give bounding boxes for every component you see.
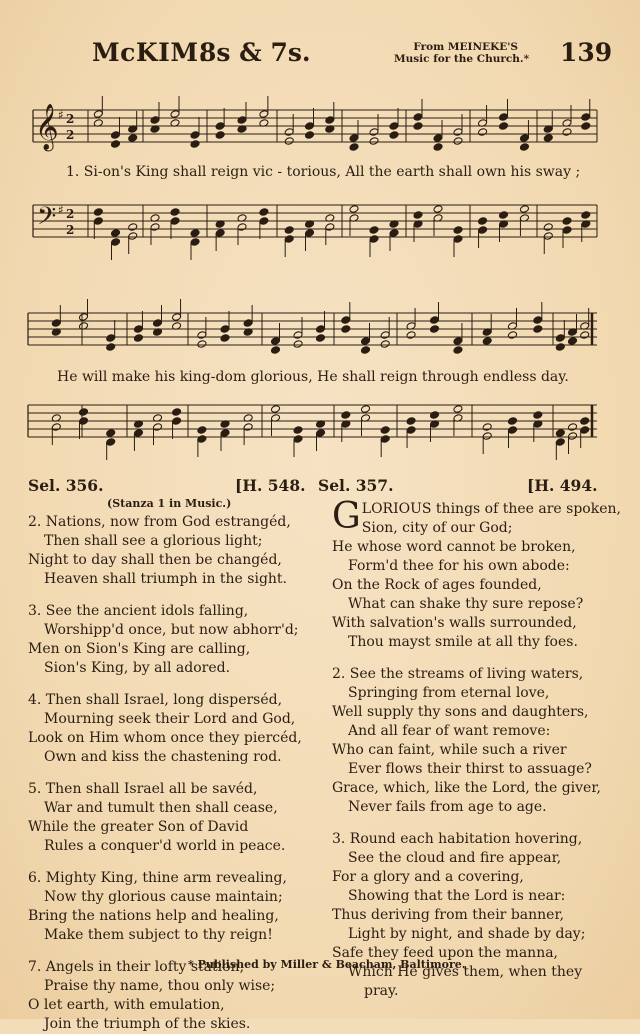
stanza-gap [332, 652, 632, 665]
hymn-line: Form'd thee for his own abode: [348, 558, 570, 574]
source-line-2: Music for the Church.* [394, 53, 530, 65]
hymn-line: Which He gives them, when they [348, 964, 583, 980]
hymn-line: And all fear of want remove: [348, 723, 551, 739]
hymn-line: War and tumult then shall cease, [44, 800, 278, 816]
hymn-line: Well supply thy sons and daughters, [332, 704, 589, 720]
hymn-line: Night to day shall then be changéd, [28, 552, 282, 568]
hymn-line: Showing that the Lord is near: [348, 888, 566, 904]
svg-text:♯: ♯ [58, 203, 64, 217]
svg-text:𝄞: 𝄞 [35, 104, 59, 150]
svg-text:♯: ♯ [58, 108, 64, 122]
hymn-line: Thus deriving from their banner, [332, 907, 565, 923]
hymn-line: 2. Nations, now from God estrangéd, [28, 514, 291, 530]
hymn-line: Sion's King, by all adored. [44, 660, 231, 676]
hymn-line: Now thy glorious cause maintain; [44, 889, 283, 905]
meter: 8s & 7s. [199, 38, 311, 67]
hymn-line: pray. [364, 983, 399, 999]
hymn-line: Safe they feed upon the manna, [332, 945, 559, 961]
hymn-line: Mourning seek their Lord and God, [44, 711, 296, 727]
hymn-line: Who can faint, while such a river [332, 742, 567, 758]
hymn-line: Ever flows their thirst to assuage? [348, 761, 592, 777]
hymn-line: He whose word cannot be broken, [332, 539, 576, 555]
right-hymnal-ref: [H. 494. [527, 476, 598, 495]
tune-name: McKIM. [92, 38, 208, 67]
footnote: * Published by Miller & Beacham, Baltimore. [188, 958, 466, 971]
stanza-gap [332, 817, 632, 830]
hymn-line: Light by night, and shade by day; [348, 926, 586, 942]
hymn-line: Own and kiss the chastening rod. [44, 749, 282, 765]
hymn-line: 3. See the ancient idols falling, [28, 603, 249, 619]
hymn-line: What can shake thy sure repose? [348, 596, 584, 612]
svg-text:2: 2 [66, 112, 75, 126]
hymn-line: For a glory and a covering, [332, 869, 524, 885]
music-score [0, 0, 640, 470]
hymn-line: On the Rock of ages founded, [332, 577, 542, 593]
hymn-line: 5. Then shall Israel all be savéd, [28, 781, 258, 797]
stanza-note: (Stanza 1 in Music.) [107, 497, 232, 510]
hymn-line: Look on Him whom once they piercéd, [28, 730, 302, 746]
lyric-line-1: 1. Si-on's King shall reign vic - torious, All the earth shall own his sway ; [66, 164, 581, 180]
hymn-line: Grace, which, like the Lord, the giver, [332, 780, 601, 796]
hymn-line: Praise thy name, thou only wise; [44, 978, 276, 994]
left-hymn-text [28, 513, 308, 1034]
hymn-line: While the greater Son of David [28, 819, 249, 835]
hymn-line: Then shall see a glorious light; [44, 533, 263, 549]
hymn-line: See the cloud and fire appear, [348, 850, 562, 866]
hymn-line: O let earth, with emulation, [28, 997, 225, 1013]
stanza-gap [28, 678, 308, 691]
hymn-line: Never fails from age to age. [348, 799, 547, 815]
right-selection-number: Sel. 357. [318, 476, 394, 495]
hymn-line: Worshipp'd once, but now abhorr'd; [44, 622, 299, 638]
left-selection-number: Sel. 356. [28, 476, 104, 495]
hymn-line: 4. Then shall Israel, long disperséd, [28, 692, 283, 708]
svg-text:𝄢: 𝄢 [37, 202, 57, 237]
hymn-line: 2. See the streams of living waters, [332, 666, 584, 682]
hymn-line: Springing from eternal love, [348, 685, 550, 701]
left-hymnal-ref: [H. 548. [235, 476, 306, 495]
hymn-line: Sion, city of our God; [361, 520, 513, 536]
stanza-gap [28, 767, 308, 780]
stanza-gap [28, 856, 308, 869]
right-hymn-text [332, 496, 632, 1001]
hymn-line: Make them subject to thy reign! [44, 927, 273, 943]
hymn-line: Rules a conquer'd world in peace. [44, 838, 286, 854]
page-number: 139 [560, 38, 613, 67]
svg-text:2: 2 [66, 223, 75, 237]
stanza-gap [28, 945, 308, 958]
source-line-1: From MEINEKE'S [413, 41, 518, 53]
hymn-line: 7. Angels in their lofty station, [28, 959, 245, 975]
hymn-line: Join the triumph of the skies. [44, 1016, 251, 1032]
hymn-line: Thou mayst smile at all thy foes. [348, 634, 578, 650]
stanza-gap [28, 589, 308, 602]
hymn-line: Bring the nations help and healing, [28, 908, 279, 924]
hymn-line: 6. Mighty King, thine arm revealing, [28, 870, 287, 886]
hymn-line: Heaven shall triumph in the sight. [44, 571, 288, 587]
svg-text:2: 2 [66, 128, 75, 142]
hymn-line: 3. Round each habitation hovering, [332, 831, 583, 847]
drop-cap: G [332, 496, 361, 537]
hymn-line: Men on Sion's King are calling, [28, 641, 251, 657]
hymn-line: GLORIOUS things of thee are spoken, [332, 496, 621, 537]
hymn-line: With salvation's walls surrounded, [332, 615, 577, 631]
lyric-line-2: He will make his king-dom glorious, He shall reign through endless day. [57, 369, 569, 385]
svg-text:2: 2 [66, 207, 75, 221]
